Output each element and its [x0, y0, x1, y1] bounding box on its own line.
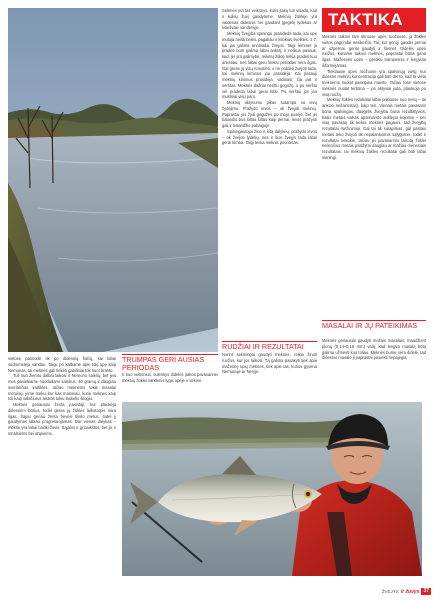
paragraph: Meknių aktyvumo pikas sutampa su ievų žydėjimu. Pražydo ievos – ok žvejoti meknių. Paprastai jos žydi gegužės po mojo pusėje, bet jei balandis bus šiltas šiltas kaip pernai, ievos pražysti gali ir balandžio pabaigoje. — [222, 100, 317, 128]
footer-magazine: ir žuvys — [400, 588, 420, 595]
paragraph: Tiekiausie upės ruožuose yra spalvingų vietų, kur didesnė meknių koncentracija gali būti dėl to, kad ta vieta meknėms nuolat pasiūpina maisto. Tačiau tose vietose meknės nuolat terbūna – jos aktyviai juda, plaukioja po visą ruožą. — [322, 68, 426, 97]
paragraph: Sekmės yra tas veiksnys, kuris įtakų turi visada, kad ir kokių žuvį gaudytume. Meknių žūklėje yra vaidenas didesnis nei gaudant įgegėlę lydekas ar kitiešvaie vandenyje. — [222, 8, 317, 31]
paragraph: Meknės geriausiai ženta juvostaji, kur plaukėja didesnėm būrius, todėl geras jų žūklės laikotarpis nėra ilgas. Šajau geriau ženta bevėsi tilelio metus, todėl jį gaudymas labiau progresuojamas. Dar vienas dalykas – meknė yra labai bailiki žuvis. Sąjalus ir gi baikštūs, bet jis ir smalsiems bei drąsiems. — [8, 402, 116, 436]
angler-with-fish-image — [122, 402, 422, 576]
paragraph: Meknių žvejyba spiningu prasideda tada, kai upė mutuja neišti beles, pagaliau ir kitokias švelklės. 1 7, kai jas galima anomaliai žvejoti. Taigi lėmmet ja pradėti bom galima labai ankstį, ir nelikus pasauk, kad, jei yra galimybė, reikėtų žūklę reikia pradėti kuo ankstiau, nes labai geru kiekiu periodas nėra ilgas. Gal geras jų visų Anuotieti, o ne pradėti žvejoti tada, kai meknių kiminus jau prasidėja. Kai pasauji meknių kiminus prasidėja, vadinasi, čia pat ir nerštas. Meknės dažnai nerštu gegužę, o po nėrštu vėl pradeda labai gerai kibti. Po nerštui jos jau muldinai visų paro. — [222, 31, 317, 100]
section-tag: TAKTIKA — [322, 8, 426, 32]
text-periodai — [122, 372, 218, 384]
paragraph: Tuli nuo žiemto dalbai laikosi ir Nemuno salelių, bet jeis mes pasiekiame nuodudami samkus. 40 gramų ir daugiau sveriančias vartikles, tačiau meknėms tokie masalai mėnėsų, jeme mekui kur kas maloniau, kurie meknes kaip toli kaip salačiurus aistros tokiu laukelis šilogiu. — [8, 373, 116, 402]
heading-masalai: MASALAI IR JŲ PATEIKIMAS — [322, 321, 418, 330]
heading-periodai: TRUMPAS GERI AUSIAS PERIODAS — [122, 355, 205, 372]
paragraph: vietose pasirodė tik po didesnių liūčių, kai labai sudrumstėja vandau. Taigi, pri kalbame apie tokį upę kaip Nemunas, tai meknės gali tiekėti gabiliniai tok nuor kranto. — [8, 356, 116, 373]
heading-ruduo: RUDŽIAI IR REZULTATAI — [222, 342, 304, 351]
text-column-middle — [222, 8, 317, 146]
paragraph: Meknės geriausiai gaudyti mažais masalais, maudžiant plonų (0,14–0,16 mm) valą, kad lengva masalą būtų galima užmesti kuo toliau. Meknės bume nėra didelė, tad didesnio masalo ji paprastai pasiekti nepajėgia. — [322, 338, 426, 361]
paragraph: Meknės laikosi tam tikruose upės ruožuose, ją žūklės vietos pagrindai nesikeičia. Tai, kur geroji gaudei pernai ar užpernai, geriai gaudyti ir šiemet. Didelės upės ruožus, kuriame laikosi meknės, paprastai būna gana ilgas. Mažesnės upės – geroksi trampesnis ir lengviau išformėjamas. — [322, 34, 426, 68]
text-column-left — [8, 356, 116, 437]
page-number: 37 — [423, 588, 429, 594]
page-footer — [382, 588, 431, 595]
paragraph: Meknių žūklės rezultatai labai priklauso nuo metų – tai ankcio nešaimotas), kaip ten. Vienais metais pavasaris būna spalvingas, daugelis žvejyba buna rezultatyvios, kitais metais vaikas apsisvarsto auklėjos kojomis – per visą pavasarį tik keliss meknes pagauni, tad žvejybų rezultatai mėžinimiai. Gal tai tik sutapimas, gal pastais metais teko žvejoti tik nepalankiomis sąlygomis, todėl ir rezultatai nekokie, tačiau jei pavasarinio laikotą žūklei neilenčius metais pasižymi daugiau ar mažiau mėnesiais rezultatais, tai meknių žūklės rezultatai gali būti labai vieningi. — [322, 97, 426, 160]
paragraph: Norint sekmingai gaudyti meknes, reikia žinoti ruožus, kur jos laikosi. Tą galima pasakyti tiek apie mažesnę upių meknes, tiek apie tas, kurios gyvena Nemunuje ar Neryje. — [222, 352, 317, 375]
text-masalai — [322, 338, 426, 361]
paragraph: Spiningautojai žino ir kitą dalykėų: pražydo ievos – ok žvejoti lydekų, nes ir šios žvejys tada labai gerai kimba. Taigi teisia meknis prioritetas. — [222, 128, 317, 146]
river-landscape-image — [8, 8, 218, 352]
text-column-right — [322, 34, 426, 161]
paragraph: Ir kuo veiksnius, sulenkys didelės įtakos pavasarinei meknių žūklei vandenis lygis upėje ir sekmė. — [122, 372, 218, 383]
text-ruduo — [222, 352, 317, 375]
angler-with-fish-photo — [122, 402, 422, 576]
river-landscape-photo — [8, 8, 218, 352]
footer-label: ŽVEJYS — [381, 589, 399, 594]
